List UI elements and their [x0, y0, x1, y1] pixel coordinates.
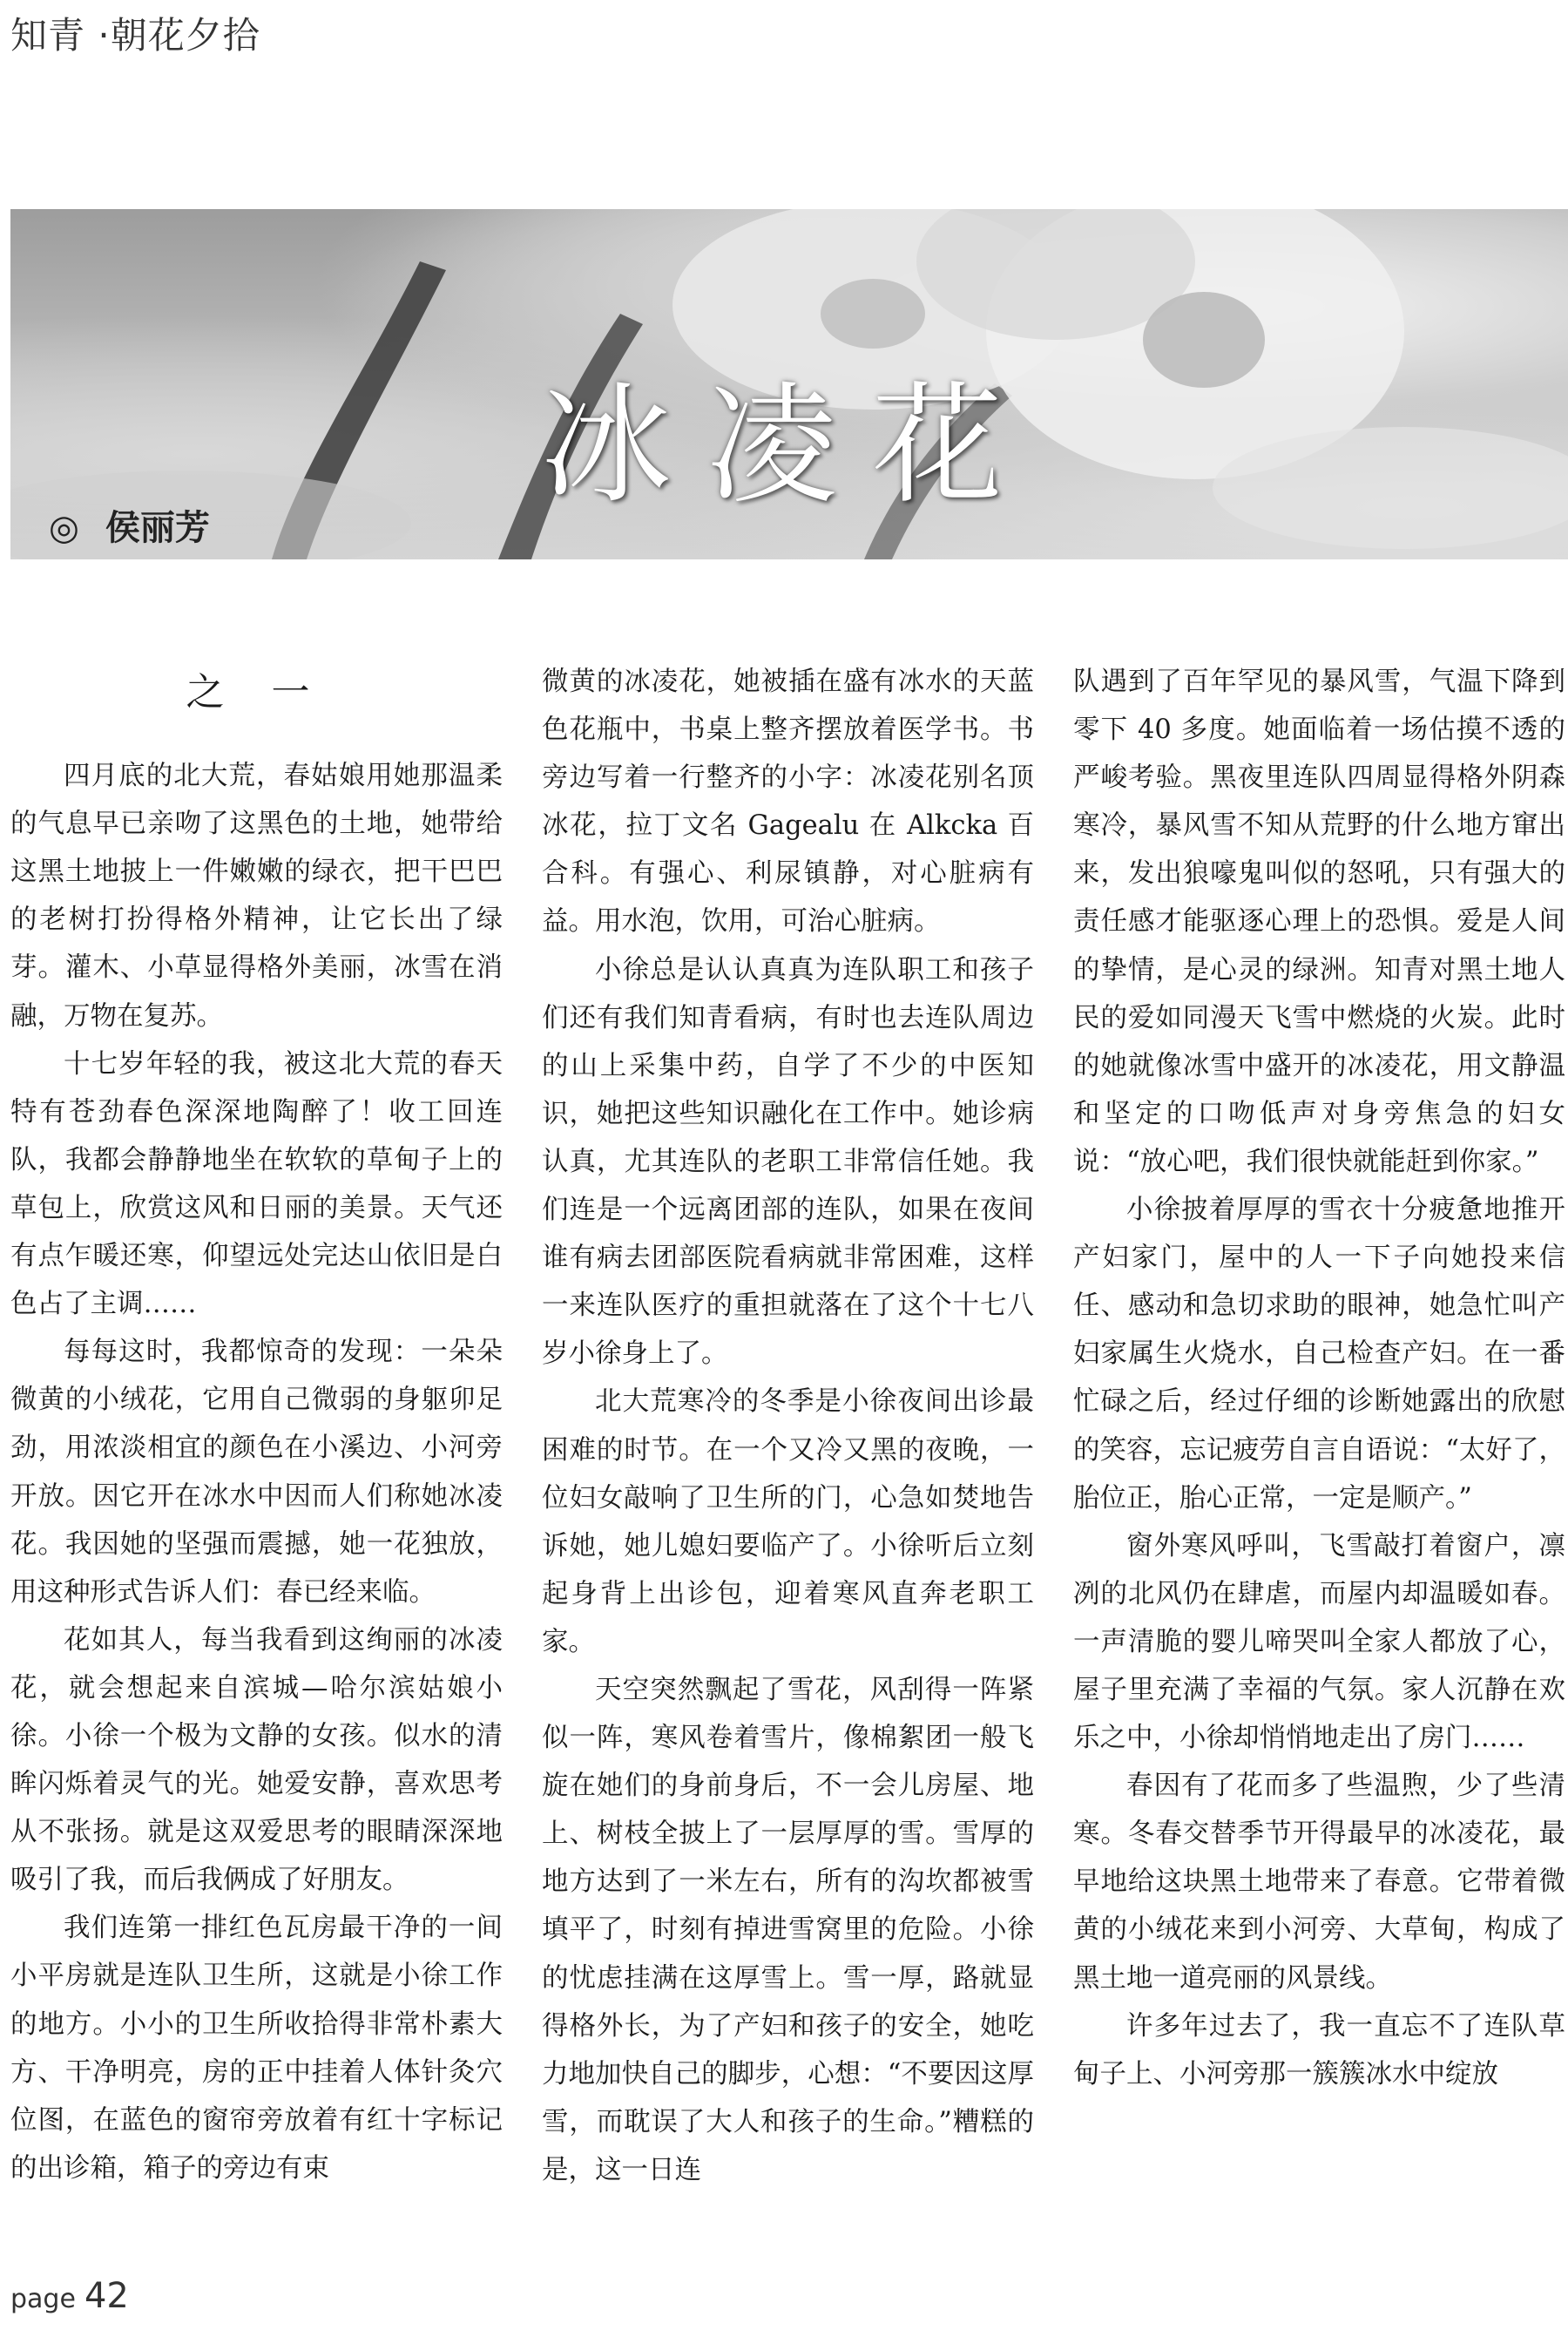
- paragraph: 每每这时，我都惊奇的发现：一朵朵微黄的小绒花，它用自己微弱的身躯卯足劲，用浓淡相宜的颜色在小溪边、小河旁开放。因它开在冰水中因而人们称她冰凌花。我因她的坚强而震撼，她一花独放，用这种形式告诉人们：春已经来临。: [10, 1337, 503, 1608]
- author-mark: ◎: [49, 508, 79, 548]
- column-1: [10, 658, 503, 2192]
- paragraph: 花如其人，每当我看到这绚丽的冰凌花，就会想起来自滨城—哈尔滨姑娘小徐。小徐一个极为文静的女孩。似水的清眸闪烁着灵气的光。她爱安静，喜欢思考从不张扬。就是这双爱思考的眼睛深深地吸引了我，而后我俩成了好朋友。: [10, 1624, 503, 1896]
- page-number: 42: [84, 2276, 129, 2316]
- paragraph: 天空突然飘起了雪花，风刮得一阵紧似一阵，寒风卷着雪片，像棉絮团一般飞旋在她们的身前身后，不一会儿房屋、地上、树枝全披上了一层厚厚的雪。雪厚的地方达到了一米左右，所有的沟坎都被雪填平了，时刻有掉进雪窝里的危险。小徐的忧虑挂满在这厚雪上。雪一厚，路就显得格外长，为了产妇和孩子的安全，她吃力地加快自己的脚步，心想：“不要因这厚雪，而耽误了大人和孩子的生命。”糟糕的是，这一日连: [542, 1674, 1034, 2185]
- section-heading: 之 一: [186, 670, 328, 715]
- running-head: 知青 ·朝花夕拾: [10, 14, 260, 57]
- paragraph: 许多年过去了，我一直忘不了连队草甸子上、小河旁那一簇簇冰水中绽放: [1073, 2010, 1565, 2090]
- paragraph: 北大荒寒冷的冬季是小徐夜间出诊最困难的时节。在一个又冷又黑的夜晚，一位妇女敲响了卫生所的门，心急如焚地告诉她，她儿媳妇要临产了。小徐听后立刻起身背上出诊包，迎着寒风直奔老职工家。: [542, 1386, 1034, 1657]
- paragraph: 小徐披着厚厚的雪衣十分疲惫地推开产妇家门，屋中的人一下子向她投来信任、感动和急切求助的眼神，她急忙叫产妇家属生火烧水，自己检查产妇。在一番忙碌之后，经过仔细的诊断她露出的欣慰的笑容，忘记疲劳自言自语说：“太好了，胎位正，胎心正常，一定是顺产。”: [1073, 1195, 1565, 1514]
- paragraph: 队遇到了百年罕见的暴风雪，气温下降到零下 40 多度。她面临着一场估摸不透的严峻考验。黑夜里连队四周显得格外阴森寒冷，暴风雪不知从荒野的什么地方窜出来，发出狼嚎鬼叫似的怒吼，只有强大的责任感才能驱逐心理上的恐惧。爱是人间的挚情，是心灵的绿洲。知青对黑土地人民的爱如同漫天飞雪中燃烧的火炭。此时的她就像冰雪中盛开的冰凌花，用文静温和坚定的口吻低声对身旁焦急的妇女说：“放心吧，我们很快就能赶到你家。”: [1073, 667, 1565, 1177]
- paragraph: 窗外寒风呼叫，飞雪敲打着窗户，凛冽的北风仍在肆虐，而屋内却温暖如春。一声清脆的婴儿啼哭叫全家人都放了心，屋子里充满了幸福的气氛。家人沉静在欢乐之中，小徐却悄悄地走出了房门……: [1073, 1530, 1565, 1754]
- author-line: [49, 500, 210, 550]
- column-3: [1073, 658, 1565, 2098]
- paragraph: 春因有了花而多了些温煦，少了些清寒。冬春交替季节开得最早的冰凌花，最早地给这块黑土地带来了春意。它带着微黄的小绒花来到小河旁、大草甸，构成了黑土地一道亮丽的风景线。: [1073, 1771, 1565, 1994]
- paragraph: 微黄的冰凌花，她被插在盛有冰水的天蓝色花瓶中，书桌上整齐摆放着医学书。书旁边写着一行整齐的小字：冰凌花别名顶冰花，拉丁文名 Gagealu 在 Alkcka 百合科。有强心、利尿镇静，对心脏病有益。用水泡，饮用，可治心脏病。: [542, 667, 1034, 938]
- author-name: 侯丽芳: [105, 508, 210, 548]
- article-title: 冰凌花: [540, 370, 1037, 522]
- paragraph: 我们连第一排红色瓦房最干净的一间小平房就是连队卫生所，这就是小徐工作的地方。小小的卫生所收拾得非常朴素大方、干净明亮，房的正中挂着人体针灸穴位图，在蓝色的窗帘旁放着有红十字标记的出诊箱，箱子的旁边有束: [10, 1913, 503, 2184]
- column-2: [542, 658, 1034, 2194]
- paragraph: 十七岁年轻的我，被这北大荒的春天特有苍劲春色深深地陶醉了！收工回连队，我都会静静地坐在软软的草甸子上的草包上，欣赏这风和日丽的美景。天气还有点乍暖还寒，仰望远处完达山依旧是白色占了主调……: [10, 1048, 503, 1320]
- page-footer: [10, 2276, 129, 2316]
- title-banner: [10, 209, 1568, 559]
- paragraph: 小徐总是认认真真为连队职工和孩子们还有我们知青看病，有时也去连队周边的山上采集中药，自学了不少的中医知识，她把这些知识融化在工作中。她诊病认真，尤其连队的老职工非常信任她。我们连是一个远离团部的连队，如果在夜间谁有病去团部医院看病就非常困难，这样一来连队医疗的重担就落在了这个十七八岁小徐身上了。: [542, 954, 1034, 1370]
- page-label: page: [10, 2284, 76, 2314]
- paragraph: 四月底的北大荒，春姑娘用她那温柔的气息早已亲吻了这黑色的土地，她带给这黑土地披上一件嫩嫩的绿衣，把干巴巴的老树打扮得格外精神，让它长出了绿芽。灌木、小草显得格外美丽，冰雪在消融，万物在复苏。: [10, 761, 503, 1032]
